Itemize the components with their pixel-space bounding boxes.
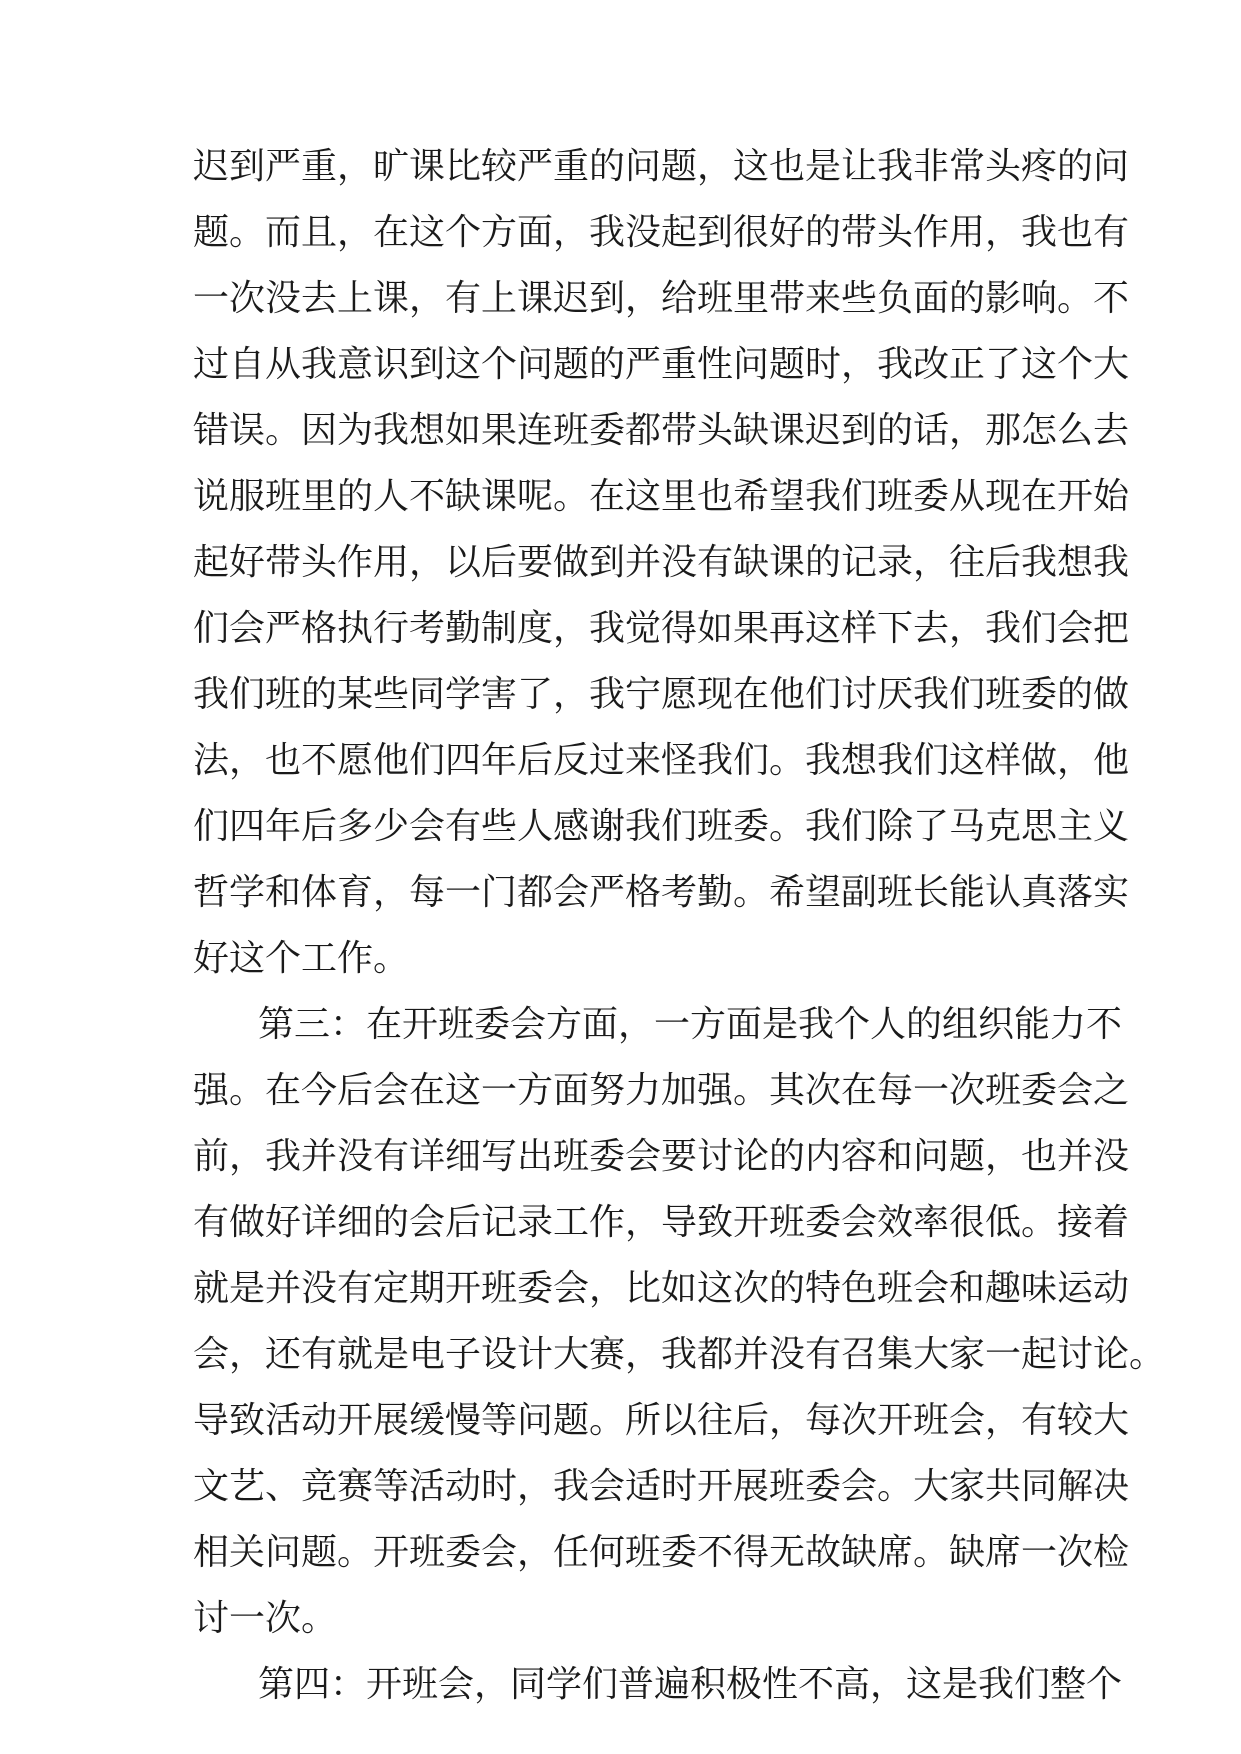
text-line: 好这个工作。	[193, 938, 410, 979]
text-line: 题。而且，在这个方面，我没起到很好的带头作用，我也有	[193, 212, 1130, 253]
text-line: 错误。因为我想如果连班委都带头缺课迟到的话，那怎么去	[193, 410, 1130, 451]
text-line: 们四年后多少会有些人感谢我们班委。我们除了马克思主义	[193, 806, 1130, 847]
text-line: 法，也不愿他们四年后反过来怪我们。我想我们这样做，他	[193, 740, 1130, 781]
text-line: 起好带头作用，以后要做到并没有缺课的记录，往后我想我	[193, 542, 1130, 583]
text-line: 哲学和体育，每一门都会严格考勤。希望副班长能认真落实	[193, 872, 1130, 913]
text-line: 说服班里的人不缺课呢。在这里也希望我们班委从现在开始	[193, 476, 1130, 517]
text-line: 讨一次。	[193, 1598, 338, 1639]
text-line: 会，还有就是电子设计大赛，我都并没有召集大家一起讨论。	[193, 1334, 1166, 1375]
text-line: 我们班的某些同学害了，我宁愿现在他们讨厌我们班委的做	[193, 674, 1130, 715]
text-line: 就是并没有定期开班委会，比如这次的特色班会和趣味运动	[193, 1268, 1130, 1309]
text-line: 一次没去上课，有上课迟到，给班里带来些负面的影响。不	[193, 278, 1130, 319]
text-line: 前，我并没有详细写出班委会要讨论的内容和问题，也并没	[193, 1136, 1130, 1177]
text-line: 相关问题。开班委会，任何班委不得无故缺席。缺席一次检	[193, 1532, 1130, 1573]
paragraph-start-line: 第四：开班会，同学们普遍积极性不高，这是我们整个	[258, 1664, 1123, 1705]
text-line: 文艺、竞赛等活动时，我会适时开展班委会。大家共同解决	[193, 1466, 1130, 1507]
paragraph-start-line: 第三：在开班委会方面，一方面是我个人的组织能力不	[258, 1004, 1123, 1045]
text-line: 们会严格执行考勤制度，我觉得如果再这样下去，我们会把	[193, 608, 1130, 649]
text-line: 过自从我意识到这个问题的严重性问题时，我改正了这个大	[193, 344, 1130, 385]
text-line: 强。在今后会在这一方面努力加强。其次在每一次班委会之	[193, 1070, 1130, 1111]
text-line: 迟到严重，旷课比较严重的问题，这也是让我非常头疼的问	[193, 146, 1130, 187]
text-line: 导致活动开展缓慢等问题。所以往后，每次开班会，有较大	[193, 1400, 1130, 1441]
text-line: 有做好详细的会后记录工作，导致开班委会效率很低。接着	[193, 1202, 1130, 1243]
